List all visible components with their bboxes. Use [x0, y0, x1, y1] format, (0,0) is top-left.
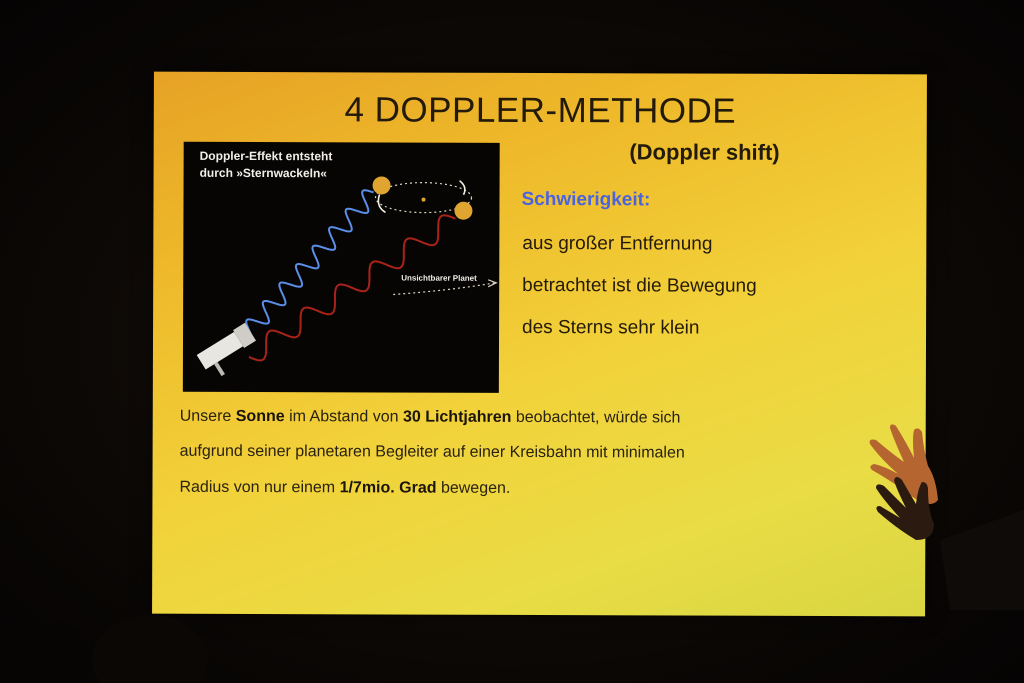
difficulty-line-3: des Sterns sehr klein: [522, 316, 700, 339]
audience-head-right: [92, 615, 208, 683]
paragraph-text: bewegen.: [436, 479, 511, 497]
slide-title: 4 DOPPLER-METHODE: [344, 90, 737, 131]
orbit-arrow-left-icon: [378, 194, 385, 212]
invisible-planet-label: Unsichtbarer Planet: [401, 273, 477, 283]
paragraph-line-2: aufgrund seiner planetaren Begleiter auf einer Kreisbahn mit minimalen: [179, 442, 685, 462]
hand-icon-lower: [876, 477, 934, 540]
difficulty-line-2: betrachtet ist die Bewegung: [522, 274, 757, 297]
audience-heads: [0, 590, 220, 683]
figure-caption-line-2: durch »Sternwackeln«: [199, 165, 328, 181]
planet-orbit: [393, 282, 495, 294]
paragraph-text: beobachtet, würde sich: [511, 408, 681, 427]
slide-subtitle: (Doppler shift): [629, 139, 780, 165]
presenter-arm-silhouette: [940, 510, 1024, 610]
star-position-2: [454, 202, 472, 220]
barycenter: [421, 198, 425, 202]
paragraph-bold-grad: 1/7mio. Grad: [339, 479, 437, 497]
figure-caption: [200, 148, 400, 183]
difficulty-line-1: aus großer Entfernung: [522, 232, 713, 255]
difficulty-heading: Schwierigkeit:: [521, 188, 651, 211]
paragraph-line-3: [179, 479, 510, 498]
presenter-hands: [850, 400, 1024, 610]
blueshift-wave: [241, 190, 374, 343]
doppler-figure: [183, 142, 500, 393]
figure-caption-line-1: Doppler-Effekt entsteht: [199, 148, 333, 164]
audience-head-left: [0, 620, 100, 683]
projected-slide: [152, 72, 927, 617]
paragraph-text: Unsere: [179, 407, 236, 425]
paragraph-bold-sonne: Sonne: [235, 407, 285, 426]
paragraph-line-1: [180, 408, 681, 428]
paragraph-text: im Abstand von: [284, 408, 403, 426]
paragraph-bold-lichtjahren: 30 Lichtjahren: [402, 408, 512, 426]
telescope-icon: [196, 323, 263, 382]
paragraph-text: Radius von nur einem: [179, 478, 340, 497]
